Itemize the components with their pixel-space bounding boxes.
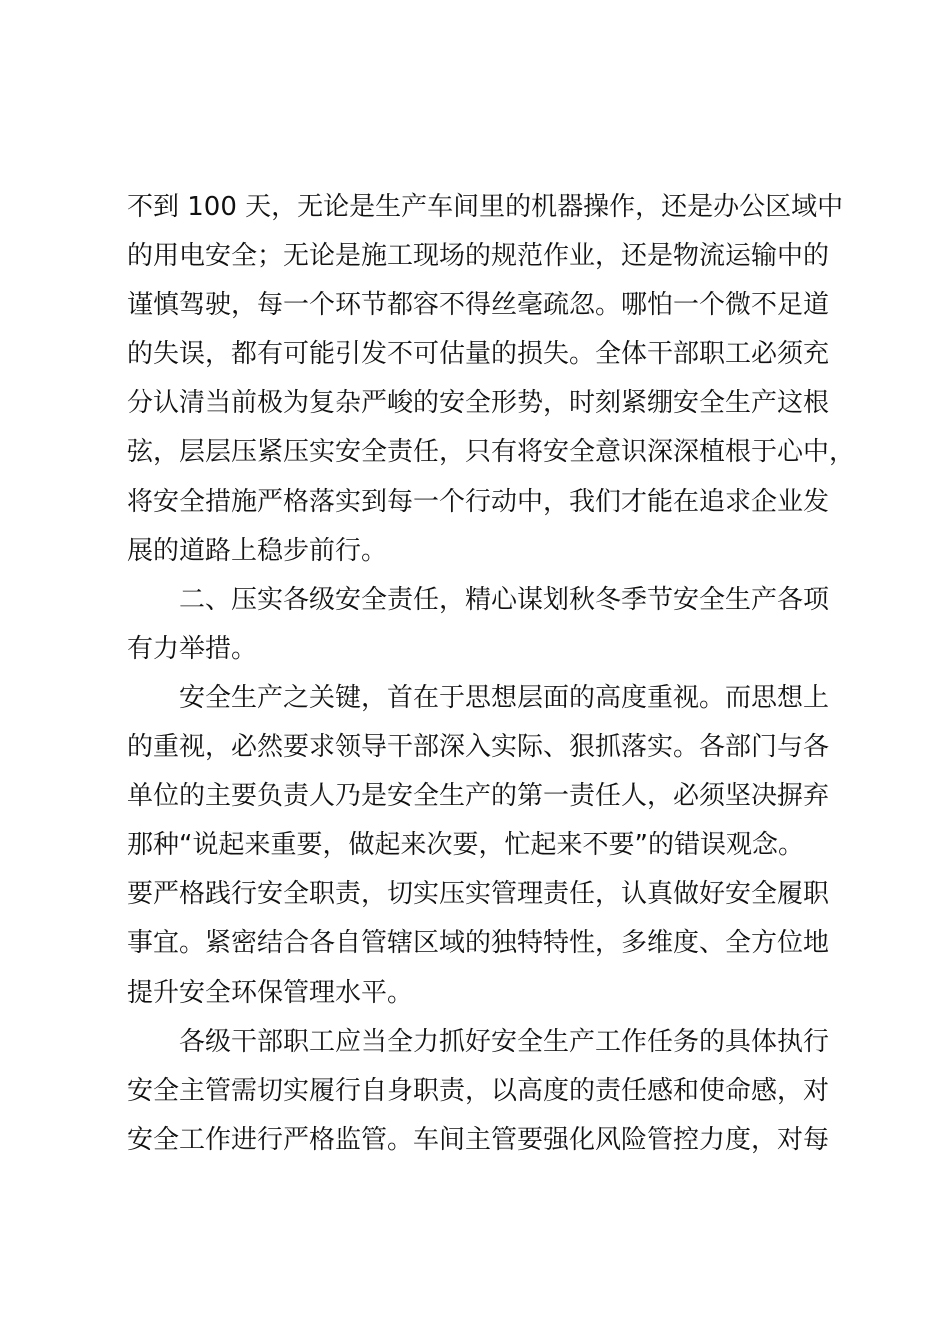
text-line: 展的道路上稳步前行。 <box>127 535 388 566</box>
text-line: 各级干部职工应当全力抓好安全生产工作任务的具体执行 <box>179 1026 830 1057</box>
text-line: 安全主管需切实履行自身职责，以高度的责任感和使命感，对 <box>127 1075 830 1106</box>
body-text <box>127 183 856 1165</box>
text-line: 的重视，必然要求领导干部深入实际、狠抓落实。各部门与各 <box>127 732 830 763</box>
text-line: 谨慎驾驶，每一个环节都容不得丝毫疏忽。哪怕一个微不足道 <box>127 290 830 321</box>
text-line: 分认清当前极为复杂严峻的安全形势，时刻紧绷安全生产这根 <box>127 388 830 419</box>
text-line: 安全生产之关键，首在于思想层面的高度重视。而思想上 <box>179 682 830 713</box>
text-line: 那种“说起来重要，做起来次要，忙起来不要”的错误观念。 <box>127 830 804 861</box>
text-line: 弦，层层压紧压实安全责任，只有将安全意识深深植根于心中， <box>127 437 856 468</box>
text-line: 的失误，都有可能引发不可估量的损失。全体干部职工必须充 <box>127 339 830 370</box>
text-line: 安全工作进行严格监管。车间主管要强化风险管控力度，对每 <box>127 1124 830 1155</box>
section-heading-continued: 有力举措。 <box>127 633 258 664</box>
text-line: 事宜。紧密结合各自管辖区域的独特特性，多维度、全方位地 <box>127 928 830 959</box>
text-line: 提升安全环保管理水平。 <box>127 977 414 1008</box>
text-line: 将安全措施严格落实到每一个行动中，我们才能在追求企业发 <box>127 486 830 517</box>
text-line: 单位的主要负责人乃是安全生产的第一责任人，必须坚决摒弃 <box>127 781 830 812</box>
section-heading: 二、压实各级安全责任，精心谋划秋冬季节安全生产各项 <box>179 584 830 615</box>
text-line: 要严格践行安全职责，切实压实管理责任，认真做好安全履职 <box>127 879 830 910</box>
text-line: 的用电安全；无论是施工现场的规范作业，还是物流运输中的 <box>127 241 830 272</box>
text-line: 不到 100 天，无论是生产车间里的机器操作，还是办公区域中 <box>127 192 844 222</box>
